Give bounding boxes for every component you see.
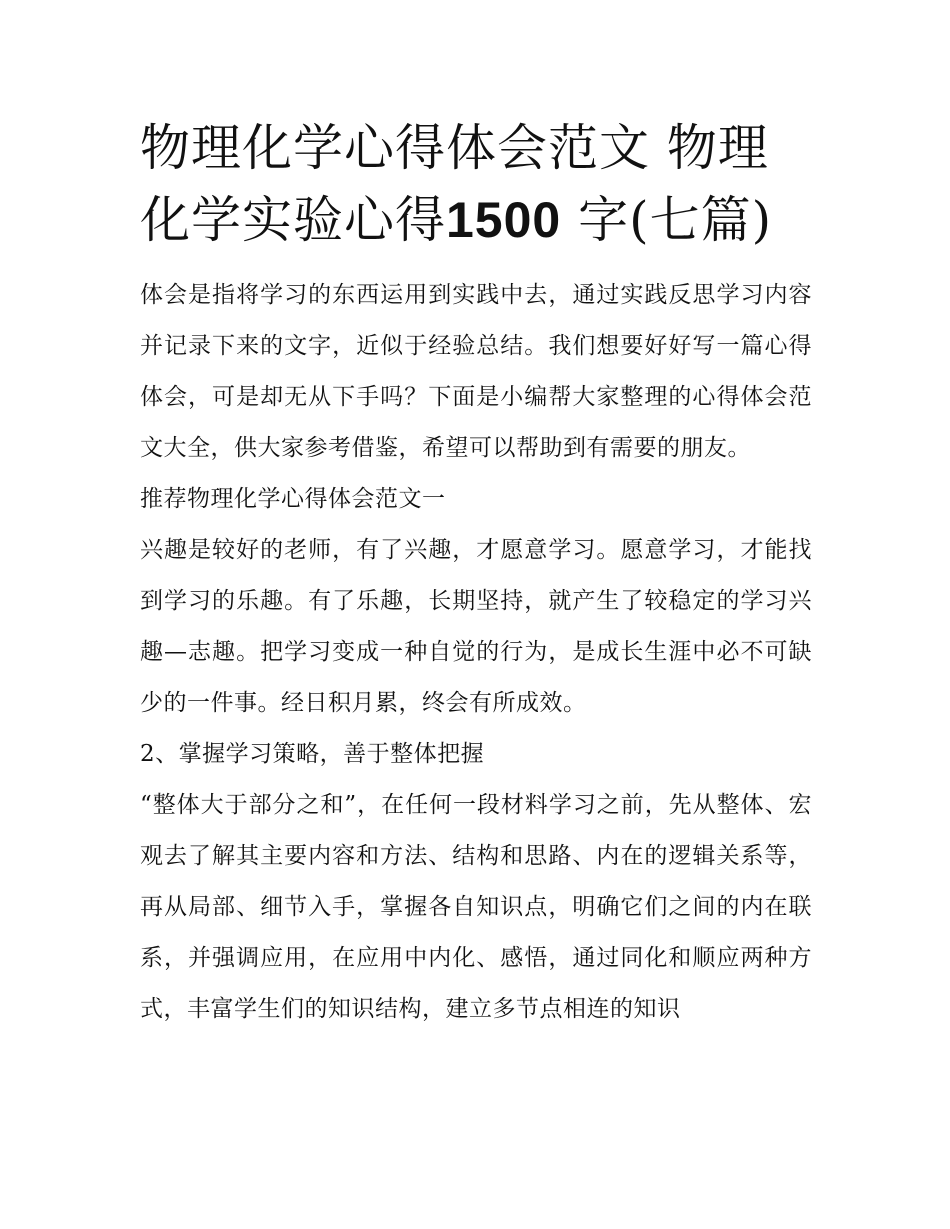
body-paragraph: 兴趣是较好的老师，有了兴趣，才愿意学习。愿意学习，才能找到学习的乐趣。有了乐趣，长期坚持，就产生了较稳定的学习兴趣—志趣。把学习变成一种自觉的行为，是成长生涯中必不可缺少的一件事。经日积月累，终会有所成效。: [140, 537, 812, 716]
title-text-part2: 字(七篇): [561, 191, 773, 249]
intro-paragraph: 体会是指将学习的东西运用到实践中去，通过实践反思学习内容并记录下来的文字，近似于经验总结。我们想要好好写一篇心得体会，可是却无从下手吗？下面是小编帮大家整理的心得体会范文大全，供大家参考借鉴，希望可以帮助到有需要的朋友。: [140, 282, 812, 461]
document-title: [140, 112, 812, 256]
section-heading: 推荐物理化学心得体会范文一: [140, 486, 446, 512]
document-page: [140, 112, 812, 1035]
title-number: 1500: [446, 192, 562, 248]
title-text-part1: 物理化学心得体会范文 物理化学实验心得: [140, 119, 769, 249]
body-paragraph: “整体大于部分之和”，在任何一段材料学习之前，先从整体、宏观去了解其主要内容和方法、结构和思路、内在的逻辑关系等，再从局部、细节入手，掌握各自知识点，明确它们之间的内在联系，并强调应用，在应用中内化、感悟，通过同化和顺应两种方式，丰富学生们的知识结构，建立多节点相连的知识: [140, 792, 812, 1022]
sub-heading: 2、掌握学习策略，善于整体把握: [140, 741, 485, 767]
